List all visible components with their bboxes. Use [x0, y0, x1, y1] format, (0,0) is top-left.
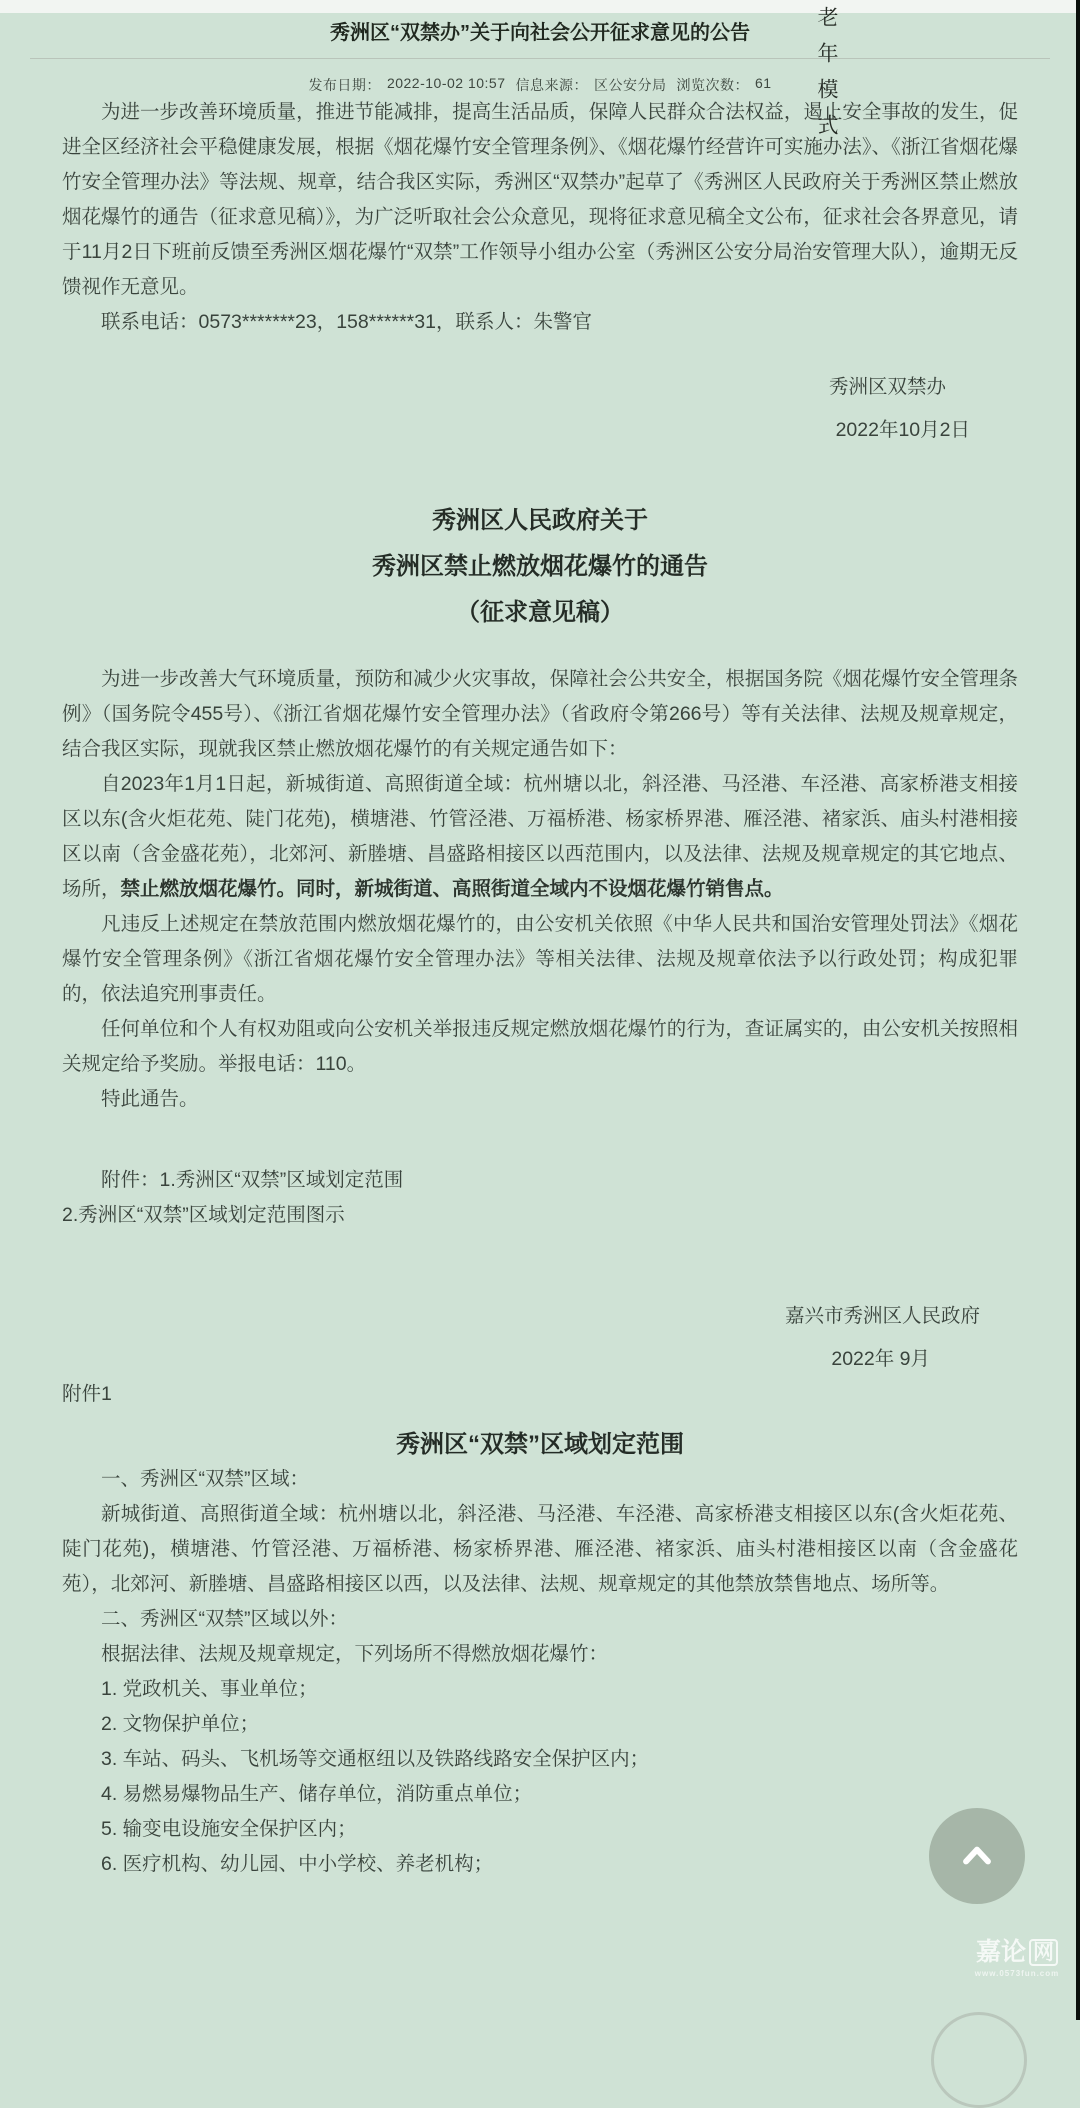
views-value: 61	[754, 75, 772, 91]
attachment-line-2: 2.秀洲区“双禁”区域划定范围图示	[62, 1204, 345, 1226]
floating-button-partial[interactable]	[931, 2012, 1027, 2108]
list-item: 5. 输变电设施安全保护区内；	[101, 1818, 357, 1840]
elderly-mode-button[interactable]: 老年模式	[815, 6, 838, 150]
notice-paragraph-basis: 为进一步改善大气环境质量，预防和减少火灾事故，保障社会公共安全，根据国务院《烟花爆竹安全管理条例》（国务院令455号）、《浙江省烟花爆竹安全管理办法》（省政府令第266号）等有关法律、法规及规章规定，结合我区实际，现就我区禁止燃放烟花爆竹的有关规定通告如下：	[62, 668, 1018, 760]
views-group	[676, 75, 771, 95]
header-divider	[30, 58, 1050, 59]
document-body	[0, 95, 1080, 1882]
notice-body	[62, 662, 1018, 1117]
right-edge-bar	[1076, 0, 1080, 2020]
back-to-top-button[interactable]	[929, 1808, 1025, 1904]
publish-date-value: 2022-10-02 10:57	[386, 75, 506, 91]
watermark-boxed-char: 网	[1029, 1939, 1058, 1966]
notice-signature	[62, 1299, 1018, 1377]
notice-paragraph-penalty: 凡违反上述规定在禁放范围内燃放烟花爆竹的，由公安机关依照《中华人民共和国治安管理处罚法》《烟花爆竹安全管理条例》《浙江省烟花爆竹安全管理办法》等相关法律、法规及规章依法予以行政处罚；构成犯罪的，依法追究刑事责任。	[62, 913, 1018, 1005]
signature-date: 2022年10月2日	[835, 419, 970, 441]
meta-bar	[0, 75, 1080, 95]
notice-title-line3: （征求意见稿）	[456, 599, 624, 626]
contact-line: 联系电话：0573*******23，158******31，联系人：朱警官	[101, 311, 592, 333]
attachment-line-1: 附件：1.秀洲区“双禁”区域划定范围	[101, 1169, 404, 1191]
list-item: 6. 医疗机构、幼儿园、中小学校、养老机构；	[101, 1853, 494, 1875]
watermark-logo	[960, 1938, 1074, 1966]
publish-date-group	[308, 75, 505, 95]
list-item: 1. 党政机关、事业单位；	[101, 1678, 318, 1700]
appendix-section2-heading: 二、秀洲区“双禁”区域以外：	[101, 1608, 348, 1630]
appendix-section1-body: 新城街道、高照街道全域：杭州塘以北，斜泾港、马泾港、车泾港、高家桥港支相接区以东(含火炬花苑、陡门花苑)，横塘港、竹管泾港、万福桥港、杨家桥界港、雁泾港、褚家浜、庙头村港相接区以南（含金盛花苑），北郊河、新塍塘、昌盛路相接区以西，以及法律、法规、规章规定的其他禁放禁售地点、场所等。	[62, 1503, 1018, 1595]
notice-paragraph-report: 任何单位和个人有权劝阻或向公安机关举报违反规定燃放烟花爆竹的行为，查证属实的，由公安机关按照相关规定给予奖励。举报电话：110。	[62, 1018, 1018, 1075]
top-strip	[0, 0, 1080, 13]
attachment-list	[62, 1163, 1018, 1233]
source-group	[515, 75, 666, 95]
notice-signature-org: 嘉兴市秀洲区人民政府	[784, 1305, 980, 1327]
chevron-up-icon	[955, 1834, 999, 1878]
notice-title-line1: 秀洲区人民政府关于	[432, 507, 648, 534]
source-value: 区公安分局	[593, 77, 667, 93]
list-item: 2. 文物保护单位；	[101, 1713, 260, 1735]
watermark-url: www.0573fun.com	[974, 1969, 1060, 1978]
appendix-label: 附件1	[62, 1383, 112, 1405]
signature-org: 秀洲区双禁办	[828, 376, 946, 398]
list-item: 4. 易燃易爆物品生产、储存单位，消防重点单位；	[101, 1783, 533, 1805]
views-label: 浏览次数：	[676, 77, 749, 93]
zones-bold-text: 禁止燃放烟花爆竹。同时，新城街道、高照街道全域内不设烟花爆竹销售点。	[120, 878, 784, 900]
source-label: 信息来源：	[515, 77, 588, 93]
notice-paragraph-closing: 特此通告。	[101, 1088, 199, 1110]
notice-paragraph-zones	[62, 767, 1018, 907]
watermark	[960, 1938, 1074, 1978]
page-title: 秀洲区“双禁办”关于向社会公开征求意见的公告	[330, 22, 750, 44]
appendix-section2-intro: 根据法律、法规及规章规定，下列场所不得燃放烟花爆竹：	[101, 1643, 609, 1665]
announcement-paragraph: 为进一步改善环境质量，推进节能减排，提高生活品质，保障人民群众合法权益，遏止安全事故的发生，促进全区经济社会平稳健康发展，根据《烟花爆竹安全管理条例》、《烟花爆竹经营许可实施办法》、《浙江省烟花爆竹安全管理办法》等法规、规章，结合我区实际，秀洲区“双禁办”起草了《秀洲区人民政府关于秀洲区禁止燃放烟花爆竹的通告（征求意见稿）》，为广泛听取社会公众意见，现将征求意见稿全文公布，征求社会各界意见，请于11月2日下班前反馈至秀洲区烟花爆竹“双禁”工作领导小组办公室（秀洲区公安分局治安管理大队），逾期无反馈视作无意见。	[62, 101, 1018, 298]
notice-signature-date: 2022年 9月	[831, 1348, 930, 1370]
notice-title-line2: 秀洲区禁止燃放烟花爆竹的通告	[372, 553, 708, 580]
appendix-section1-heading: 一、秀洲区“双禁”区域：	[101, 1468, 309, 1490]
announcement-signature	[62, 370, 1018, 448]
watermark-text: 嘉论	[975, 1938, 1026, 1966]
list-item: 3. 车站、码头、飞机场等交通枢纽以及铁路线路安全保护区内；	[101, 1748, 650, 1770]
notice-title	[62, 498, 1018, 636]
publish-date-label: 发布日期：	[308, 77, 381, 93]
zones-text: 自2023年1月1日起，新城街道、高照街道全域：杭州塘以北，斜泾港、马泾港、车泾港、高家桥港支相接区以东(含火炬花苑、陡门花苑)，横塘港、竹管泾港、万福桥港、杨家桥界港、雁泾港、褚家浜、庙头村港相接区以南（含金盛花苑），北郊河、新塍塘、昌盛路相接区以西范围内，以及法律、法规及规章规定的其它地点、场所，	[62, 773, 1018, 900]
appendix-title: 秀洲区“双禁”区域划定范围	[396, 1431, 684, 1458]
